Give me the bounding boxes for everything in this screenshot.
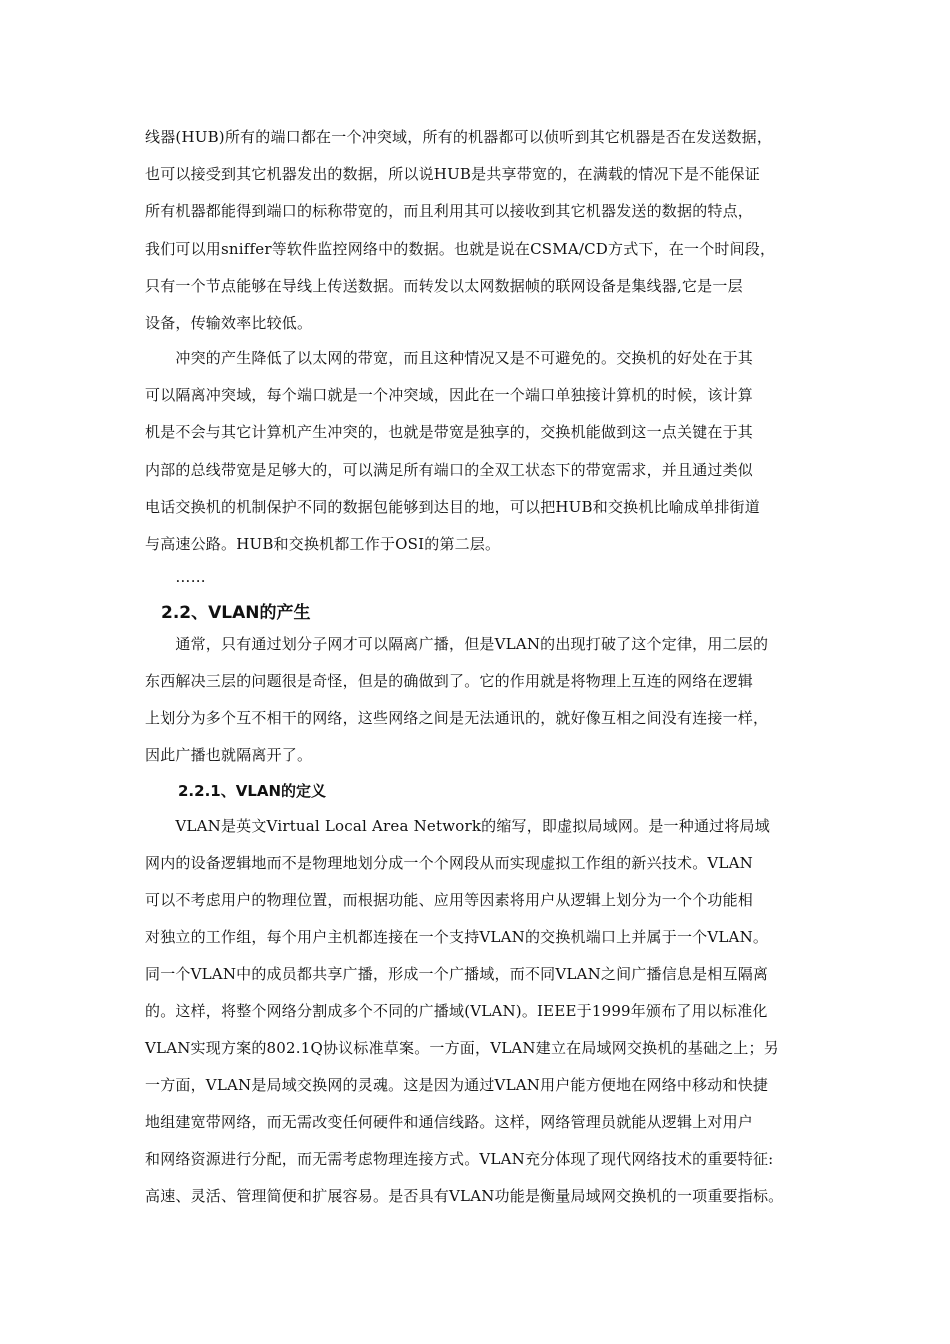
paragraph-4-line: 网内的设备逻辑地而不是物理地划分成一个个网段从而实现虚拟工作组的新兴技术。VLAN	[145, 854, 753, 872]
section-heading-2-2: 2.2、VLAN的产生	[161, 603, 311, 623]
paragraph-1-line: 也可以接受到其它机器发出的数据，所以说HUB是共享带宽的，在满载的情况下是不能保证	[145, 165, 760, 183]
ellipsis: ……	[145, 568, 206, 586]
paragraph-1-line: 线器(HUB)所有的端口都在一个冲突域，所有的机器都可以侦听到其它机器是否在发送数据，	[145, 128, 773, 146]
paragraph-2-line: 内部的总线带宽是足够大的，可以满足所有端口的全双工状态下的带宽需求，并且通过类似	[145, 461, 754, 479]
paragraph-4-line: 高速、灵活、管理简便和扩展容易。是否具有VLAN功能是衡量局域网交换机的一项重要指标。	[145, 1187, 784, 1205]
paragraph-4-line: VLAN是英文Virtual Local Area Network的缩写，即虚拟局域网。是一种通过将局域	[145, 817, 770, 835]
paragraph-4-line: 一方面，VLAN是局域交换网的灵魂。这是因为通过VLAN用户能方便地在网络中移动和快捷	[145, 1076, 769, 1094]
paragraph-4-line: 地组建宽带网络，而无需改变任何硬件和通信线路。这样，网络管理员就能从逻辑上对用户	[145, 1113, 754, 1131]
paragraph-1-line: 我们可以用sniffer等软件监控网络中的数据。也就是说在CSMA/CD方式下，在一个时间段，	[145, 240, 776, 258]
paragraph-3-line: 上划分为多个互不相干的网络，这些网络之间是无法通讯的，就好像互相之间没有连接一样，	[145, 709, 769, 727]
paragraph-2-line: 与高速公路。HUB和交换机都工作于OSI的第二层。	[145, 535, 501, 553]
paragraph-4-line: 同一个VLAN中的成员都共享广播，形成一个广播域，而不同VLAN之间广播信息是相互隔离	[145, 965, 769, 983]
paragraph-3-line: 通常，只有通过划分子网才可以隔离广播，但是VLAN的出现打破了这个定律，用二层的	[145, 635, 769, 653]
paragraph-1-line: 设备，传输效率比较低。	[145, 314, 313, 332]
paragraph-2-line: 电话交换机的机制保护不同的数据包能够到达目的地，可以把HUB和交换机比喻成单排街道	[145, 498, 760, 516]
paragraph-3-line: 东西解决三层的问题很是奇怪，但是的确做到了。它的作用就是将物理上互连的网络在逻辑	[145, 672, 754, 690]
paragraph-4-line: 和网络资源进行分配，而无需考虑物理连接方式。VLAN充分体现了现代网络技术的重要特征:	[145, 1150, 774, 1168]
paragraph-1-line: 所有机器都能得到端口的标称带宽的，而且利用其可以接收到其它机器发送的数据的特点，	[145, 202, 754, 220]
paragraph-4-line: 可以不考虑用户的物理位置，而根据功能、应用等因素将用户从逻辑上划分为一个个功能相	[145, 891, 754, 909]
paragraph-4-line: 的。这样，将整个网络分割成多个不同的广播域(VLAN)。IEEE于1999年颁布了用以标准化	[145, 1002, 768, 1020]
paragraph-2-line: 可以隔离冲突域，每个端口就是一个冲突域，因此在一个端口单独接计算机的时候，该计算	[145, 386, 754, 404]
paragraph-1-line: 只有一个节点能够在导线上传送数据。而转发以太网数据帧的联网设备是集线器,它是一层	[145, 277, 743, 295]
paragraph-2-line: 冲突的产生降低了以太网的带宽，而且这种情况又是不可避免的。交换机的好处在于其	[145, 349, 754, 367]
paragraph-4-line: VLAN实现方案的802.1Q协议标准草案。一方面，VLAN建立在局域网交换机的基础之上；另	[145, 1039, 779, 1057]
paragraph-2-line: 机是不会与其它计算机产生冲突的，也就是带宽是独享的，交换机能做到这一点关键在于其	[145, 423, 754, 441]
section-heading-2-2-1: 2.2.1、VLAN的定义	[178, 782, 327, 800]
paragraph-3-line: 因此广播也就隔离开了。	[145, 746, 313, 764]
paragraph-4-line: 对独立的工作组，每个用户主机都连接在一个支持VLAN的交换机端口上并属于一个VLAN。	[145, 928, 769, 946]
